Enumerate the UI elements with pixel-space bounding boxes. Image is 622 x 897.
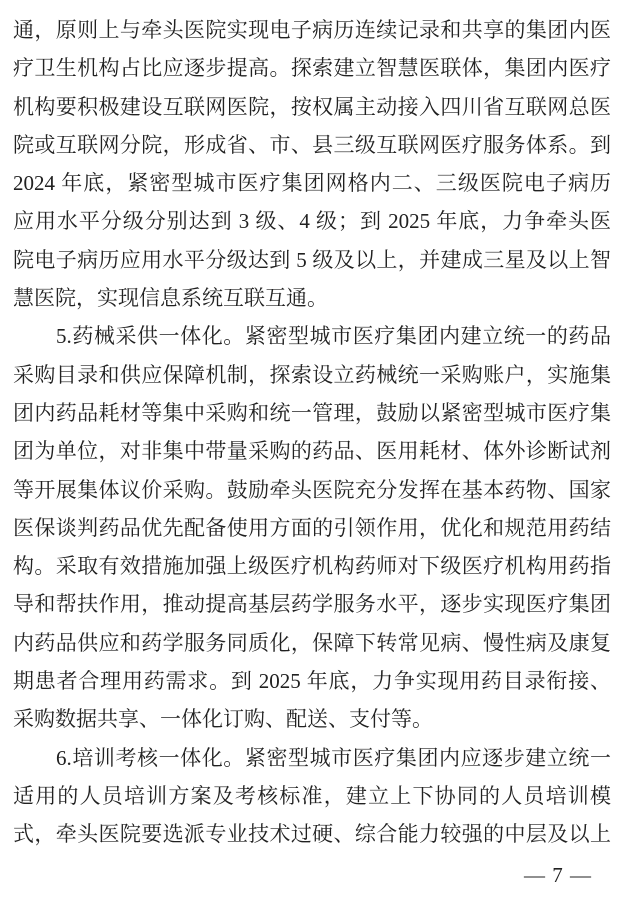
text-line: 医保谈判药品优先配备使用方面的引领作用，优化和规范用药结 — [13, 515, 611, 540]
text-line: 采购目录和供应保障机制，探索设立药械统一采购账户，实施集 — [13, 362, 611, 387]
text-line: 适用的人员培训方案及考核标准，建立上下协同的人员培训模 — [13, 783, 611, 808]
text-line: 2024 年底，紧密型城市医疗集团网格内二、三级医院电子病历 — [13, 171, 611, 196]
document-body — [13, 11, 611, 854]
text-line: 期患者合理用药需求。到 2025 年底，力争实现用药目录衔接、 — [13, 669, 611, 694]
text-line: 慧医院，实现信息系统互联互通。 — [13, 286, 328, 311]
paragraph — [13, 317, 611, 738]
text-line: 应用水平分级分别达到 3 级、4 级；到 2025 年底，力争牵头医 — [13, 209, 611, 234]
text-line: 机构要积极建设互联网医院，按权属主动接入四川省互联网总医 — [13, 94, 611, 119]
paragraph — [13, 11, 611, 317]
text-line: 团内药品耗材等集中采购和统一管理，鼓励以紧密型城市医疗集 — [13, 400, 611, 425]
paragraph — [13, 739, 611, 854]
text-line: 6.培训考核一体化。紧密型城市医疗集团内应逐步建立统一 — [56, 745, 611, 770]
page-number: — 7 — — [524, 863, 592, 887]
text-line: 采购数据共享、一体化订购、配送、支付等。 — [13, 707, 433, 732]
text-line: 院或互联网分院，形成省、市、县三级互联网医疗服务体系。到 — [13, 132, 611, 157]
text-line: 5.药械采供一体化。紧密型城市医疗集团内建立统一的药品 — [56, 324, 611, 349]
text-line: 院电子病历应用水平分级达到 5 级及以上，并建成三星及以上智 — [13, 247, 611, 272]
text-line: 内药品供应和药学服务同质化，保障下转常见病、慢性病及康复 — [13, 630, 611, 655]
text-line: 通，原则上与牵头医院实现电子病历连续记录和共享的集团内医 — [13, 18, 611, 42]
text-line: 团为单位，对非集中带量采购的药品、医用耗材、体外诊断试剂 — [13, 439, 611, 464]
text-line: 导和帮扶作用，推动提高基层药学服务水平，逐步实现医疗集团 — [13, 592, 611, 617]
text-line: 等开展集体议价采购。鼓励牵头医院充分发挥在基本药物、国家 — [13, 477, 611, 502]
text-line: 构。采取有效措施加强上级医疗机构药师对下级医疗机构用药指 — [13, 554, 611, 579]
text-line: 疗卫生机构占比应逐步提高。探索建立智慧医联体，集团内医疗 — [13, 56, 611, 81]
text-line: 式，牵头医院要选派专业技术过硬、综合能力较强的中层及以上 — [13, 822, 611, 847]
